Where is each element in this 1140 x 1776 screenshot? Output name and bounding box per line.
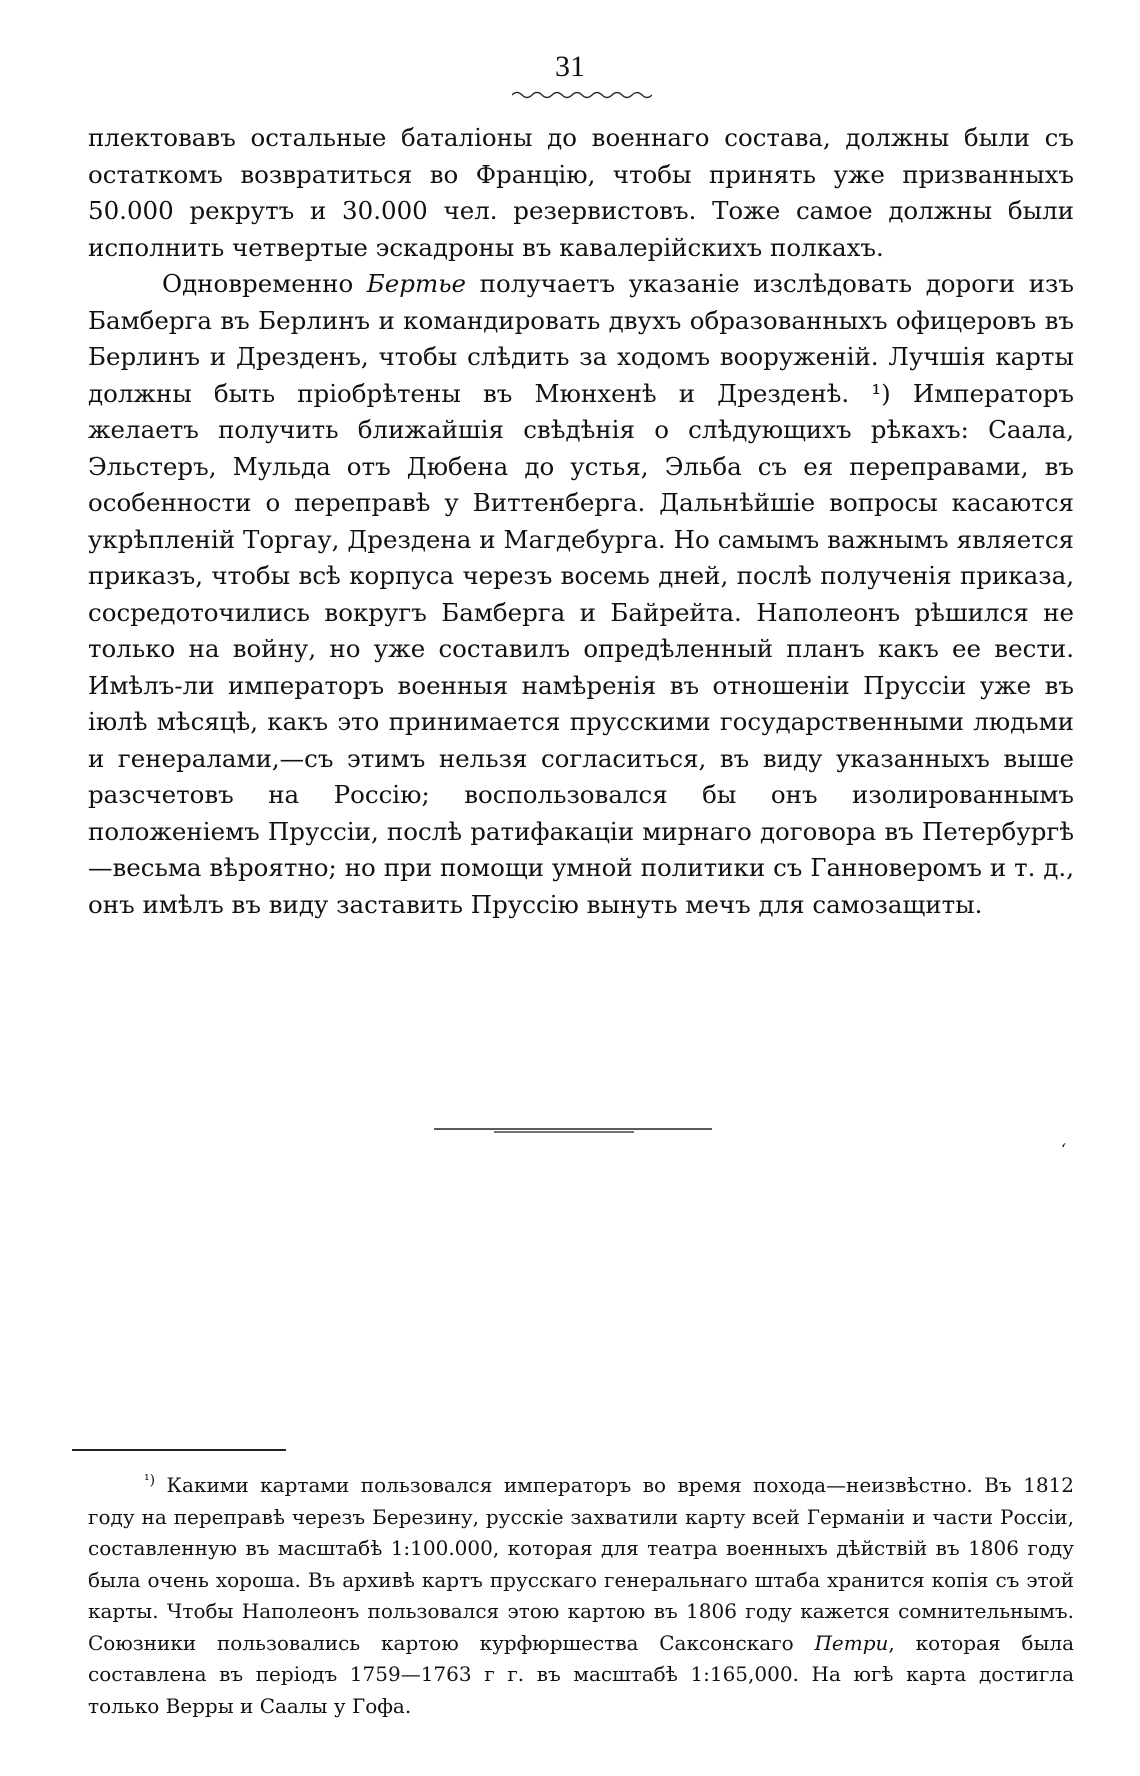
footnote-text-start: Какими картами пользовался императоръ во время похода—неизвѣстно. Въ 1812 году на переправѣ черезъ Березину, русскіе захватили карту всей Германіи и части Россіи, составленную въ масштабѣ 1:100.000, которая для театра военныхъ дѣйствій въ 1806 году была очень хороша. Въ архивѣ картъ прусскаго генеральнаго штаба хранится копія съ этой карты. Чтобы Наполеонъ пользовался этою картою въ 1806 году кажется сомнительнымъ. Союзники пользовались картою курфюршества Саксонскаго	[88, 1473, 1074, 1655]
footnote	[88, 1470, 1074, 1722]
paragraph-1: плектовавъ остальные баталіоны до военнаго состава, должны были съ остаткомъ возвратиться во Францію, чтобы принять уже призванныхъ 50.000 рекрутъ и 30.000 чел. резервистовъ. Тоже самое должны были исполнить четвертые эскадроны въ кавалерійскихъ полкахъ.	[88, 123, 1074, 262]
stray-ink-mark: ʻ	[1061, 1140, 1067, 1159]
footnote-reference[interactable]: ¹)	[871, 378, 891, 408]
paragraph-2-end: Императоръ желаетъ получить ближайшія свѣдѣнія о слѣдующихъ рѣкахъ: Саала, Эльстеръ, Мульда отъ Дюбена до устья, Эльба съ ея переправами, въ особенности о переправѣ у Виттенберга. Дальнѣйшіе вопросы касаются укрѣпленій Торгау, Дрездена и Магдебурга. Но самымъ важнымъ является приказъ, чтобы всѣ корпуса черезъ восемь дней, послѣ полученія приказа, сосредоточились вокругъ Бамберга и Байрейта. Наполеонъ рѣшился не только на войну, но уже составилъ опредѣленный планъ какъ ее вести. Имѣлъ-ли императоръ военныя намѣренія въ отношеніи Пруссіи уже въ іюлѣ мѣсяцѣ, какъ это принимается прусскими государственными людьми и генералами,—съ этимъ нельзя согласиться, въ виду указанныхъ выше разсчетовъ на Россію; воспользовался бы онъ изолированнымъ положеніемъ Пруссіи, послѣ ратифакаціи мирнаго договора въ Петербургѣ—весьма вѣроятно; но при помощи умной политики съ Ганноверомъ и т. д., онъ имѣлъ въ виду заставить Пруссію вынуть мечъ для самозащиты.	[88, 378, 1074, 919]
person-name-berthier: Бертье	[366, 269, 467, 298]
footnote-divider	[72, 1449, 286, 1451]
page-number-ornament	[512, 90, 652, 100]
footnote-marker: ¹)	[144, 1472, 156, 1489]
main-text	[88, 120, 1074, 923]
paragraph-2-mid: получаетъ указаніе изслѣдовать дороги изъ Бамберга въ Берлинъ и командировать двухъ образованныхъ офицеровъ въ Берлинъ и Дрезденъ, чтобы слѣдить за ходомъ вооруженій. Лучшія карты должны быть пріобрѣтены въ Мюнхенѣ и Дрезденѣ.	[88, 269, 1074, 408]
page-number: 31	[555, 50, 585, 83]
section-separator	[434, 1127, 712, 1133]
paragraph-2-start: Одновременно	[162, 269, 367, 298]
paragraph-2	[88, 266, 1074, 923]
person-name-petri: Петри	[814, 1630, 889, 1655]
footnote-text-end: , которая была составлена въ періодъ 1759—1763 г г. въ масштабѣ 1:165,000. На югѣ карта достигла только Верры и Саалы у Гофа.	[88, 1630, 1074, 1718]
